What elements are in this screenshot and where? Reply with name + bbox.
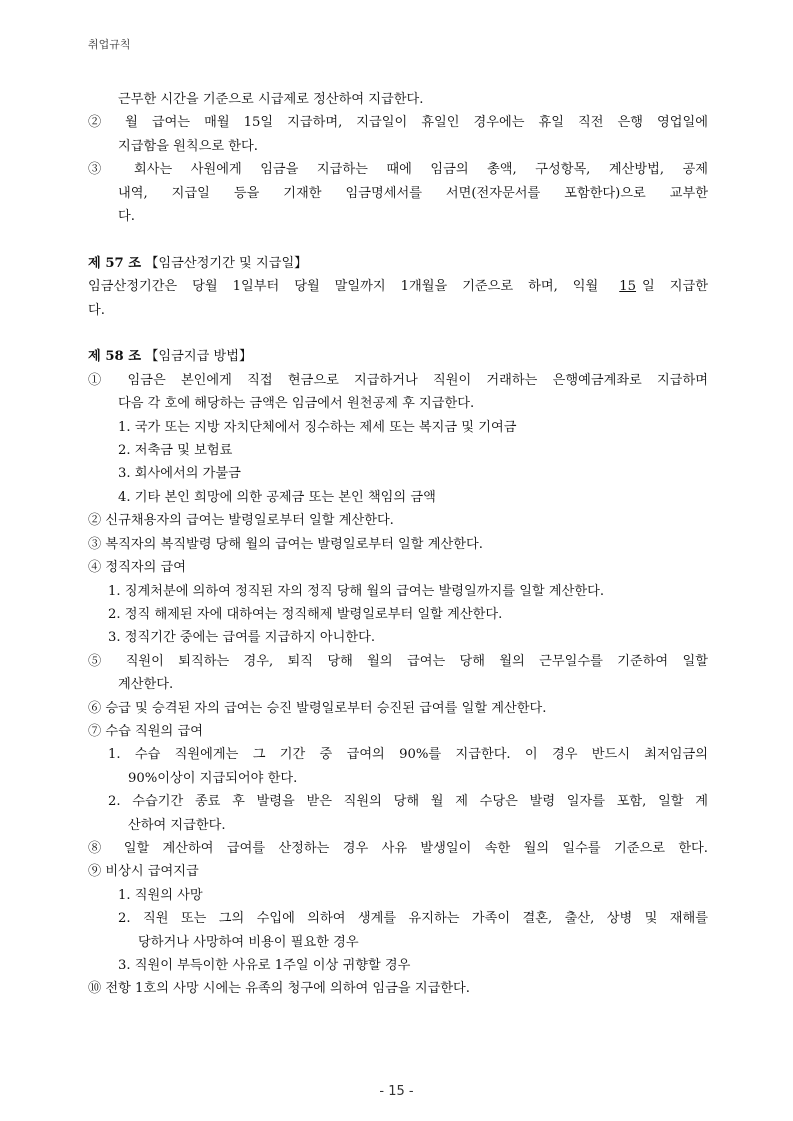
article-number: 제 57 조 — [88, 255, 142, 271]
sub-item-line2: 당하거나 사망하여 비용이 필요한 경우 — [138, 934, 359, 950]
item-number: ⑩ — [88, 981, 102, 997]
item-text: 승급 및 승격된 자의 급여는 승진 발령일로부터 승진된 급여를 일할 계산한다. — [105, 700, 547, 716]
sub-item: 4. 기타 본인 희망에 의한 공제금 또는 본인 책임의 금액 — [118, 489, 436, 505]
running-header: 취업규칙 — [88, 38, 131, 51]
sub-item: 1. 직원의 사망 — [118, 887, 203, 903]
prev-item-2-line2: 지급함을 원칙으로 한다. — [118, 138, 258, 154]
item-number: ⑦ — [88, 723, 102, 739]
paragraph-1-line1 — [88, 369, 708, 392]
paragraph-9 — [88, 860, 708, 883]
prev-item-3-line3: 다. — [118, 209, 135, 225]
sub-item: 1. 징계처분에 의하여 정직된 자의 정직 당해 월의 급여는 발령일까지를 일할 계산한다. — [108, 583, 605, 599]
item-text: 임금은 본인에게 직접 현금으로 지급하거나 직원이 거래하는 은행예금계좌로 지급하며 — [127, 372, 708, 388]
article-57-line2: 다. — [88, 302, 105, 318]
article-title: 【임금지급 방법】 — [145, 349, 253, 365]
sub-item: 3. 회사에서의 가불금 — [118, 466, 241, 482]
item-text: 전항 1호의 사망 시에는 유족의 청구에 의하여 임금을 지급한다. — [105, 981, 470, 997]
item-text: 회사는 사원에게 임금을 지급하는 때에 임금의 총액, 구성항목, 계산방법, 공제 — [134, 162, 709, 178]
sub-item: 2. 저축금 및 보험료 — [118, 443, 233, 459]
item-number: ⑨ — [88, 864, 102, 880]
item-text: 정직자의 급여 — [105, 560, 187, 576]
item-text: 비상시 급여지급 — [105, 864, 199, 880]
item-text: 일할 계산하여 급여를 산정하는 경우 사유 발생일이 속한 월의 일수를 기준으로 한다. — [123, 840, 708, 856]
article-57-text-b: 일 지급한 — [642, 279, 708, 295]
paragraph-1-line2: 다음 각 호에 해당하는 금액은 임금에서 원천공제 후 지급한다. — [118, 396, 475, 412]
paragraph-4 — [88, 556, 708, 579]
item-number: ⑥ — [88, 700, 102, 716]
article-57-heading — [88, 252, 708, 275]
item-number: ⑧ — [88, 840, 111, 856]
sub-item: 1. 국가 또는 지방 자치단체에서 징수하는 제세 또는 복지금 및 기여금 — [118, 419, 517, 435]
sub-item: 2. 정직 해제된 자에 대하여는 정직해제 발령일로부터 일할 계산한다. — [108, 606, 503, 622]
article-58-heading — [88, 345, 708, 368]
sub-item-line2: 90%이상이 지급되어야 한다. — [128, 770, 298, 786]
item-number: ② — [88, 513, 102, 529]
prev-item-3-line2: 내역, 지급일 등을 기재한 임금명세서를 서면(전자문서를 포함한다)으로 교부한 — [118, 185, 708, 201]
prev-item-3-line1 — [88, 158, 708, 181]
item-number: ⑤ — [88, 653, 112, 669]
prev-item-2-line1 — [88, 111, 708, 134]
item-number: ④ — [88, 560, 102, 576]
article-title: 【임금산정기간 및 지급일】 — [145, 255, 308, 271]
article-number: 제 58 조 — [88, 349, 142, 365]
paragraph-10 — [88, 977, 708, 1000]
article-57-line1 — [88, 275, 708, 298]
item-text: 수습 직원의 급여 — [105, 723, 203, 739]
sub-item-line1: 2. 직원 또는 그의 수입에 의하여 생계를 유지하는 가족이 결혼, 출산, 상병 및 재해를 — [118, 911, 708, 927]
sub-item: 3. 직원이 부득이한 사유로 1주일 이상 귀향할 경우 — [118, 958, 411, 973]
paragraph-6 — [88, 697, 708, 720]
sub-item-line1: 1. 수습 직원에게는 그 기간 중 급여의 90%를 지급한다. 이 경우 반드시 최저임금의 — [108, 747, 708, 763]
pay-day-value: 15 — [619, 279, 637, 295]
paragraph-8 — [88, 837, 708, 860]
paragraph-5-line2: 계산한다. — [118, 677, 174, 693]
item-text: 월 급여는 매월 15일 지급하며, 지급일이 휴일인 경우에는 휴일 직전 은행 영업일에 — [125, 115, 708, 131]
item-number: ③ — [88, 536, 102, 552]
sub-item-line2: 산하여 지급한다. — [128, 817, 226, 833]
item-text: 직원이 퇴직하는 경우, 퇴직 당해 월의 급여는 당해 월의 근무일수를 기준하여 일할 — [125, 653, 708, 669]
paragraph-5-line1 — [88, 650, 708, 673]
document-body — [88, 88, 708, 1001]
article-57-text-a: 임금산정기간은 당월 1일부터 당월 말일까지 1개월을 기준으로 하며, 익월 — [88, 279, 599, 295]
item-number: ① — [88, 372, 113, 388]
page-number: - 15 - — [379, 1084, 414, 1099]
paragraph-2 — [88, 509, 708, 532]
paragraph-7 — [88, 720, 708, 743]
sub-item: 3. 정직기간 중에는 급여를 지급하지 아니한다. — [108, 630, 376, 646]
item-text: 신규채용자의 급여는 발령일로부터 일할 계산한다. — [105, 513, 394, 529]
item-text: 복직자의 복직발령 당해 월의 급여는 발령일로부터 일할 계산한다. — [105, 536, 483, 552]
continuation-line: 근무한 시간을 기준으로 시급제로 정산하여 지급한다. — [118, 92, 424, 107]
item-number: ③ — [88, 162, 116, 178]
paragraph-3 — [88, 533, 708, 556]
item-number: ② — [88, 115, 112, 131]
sub-item-line1: 2. 수습기간 종료 후 발령을 받은 직원의 당해 월 제 수당은 발령 일자를 포함, 일할 계 — [108, 794, 708, 810]
